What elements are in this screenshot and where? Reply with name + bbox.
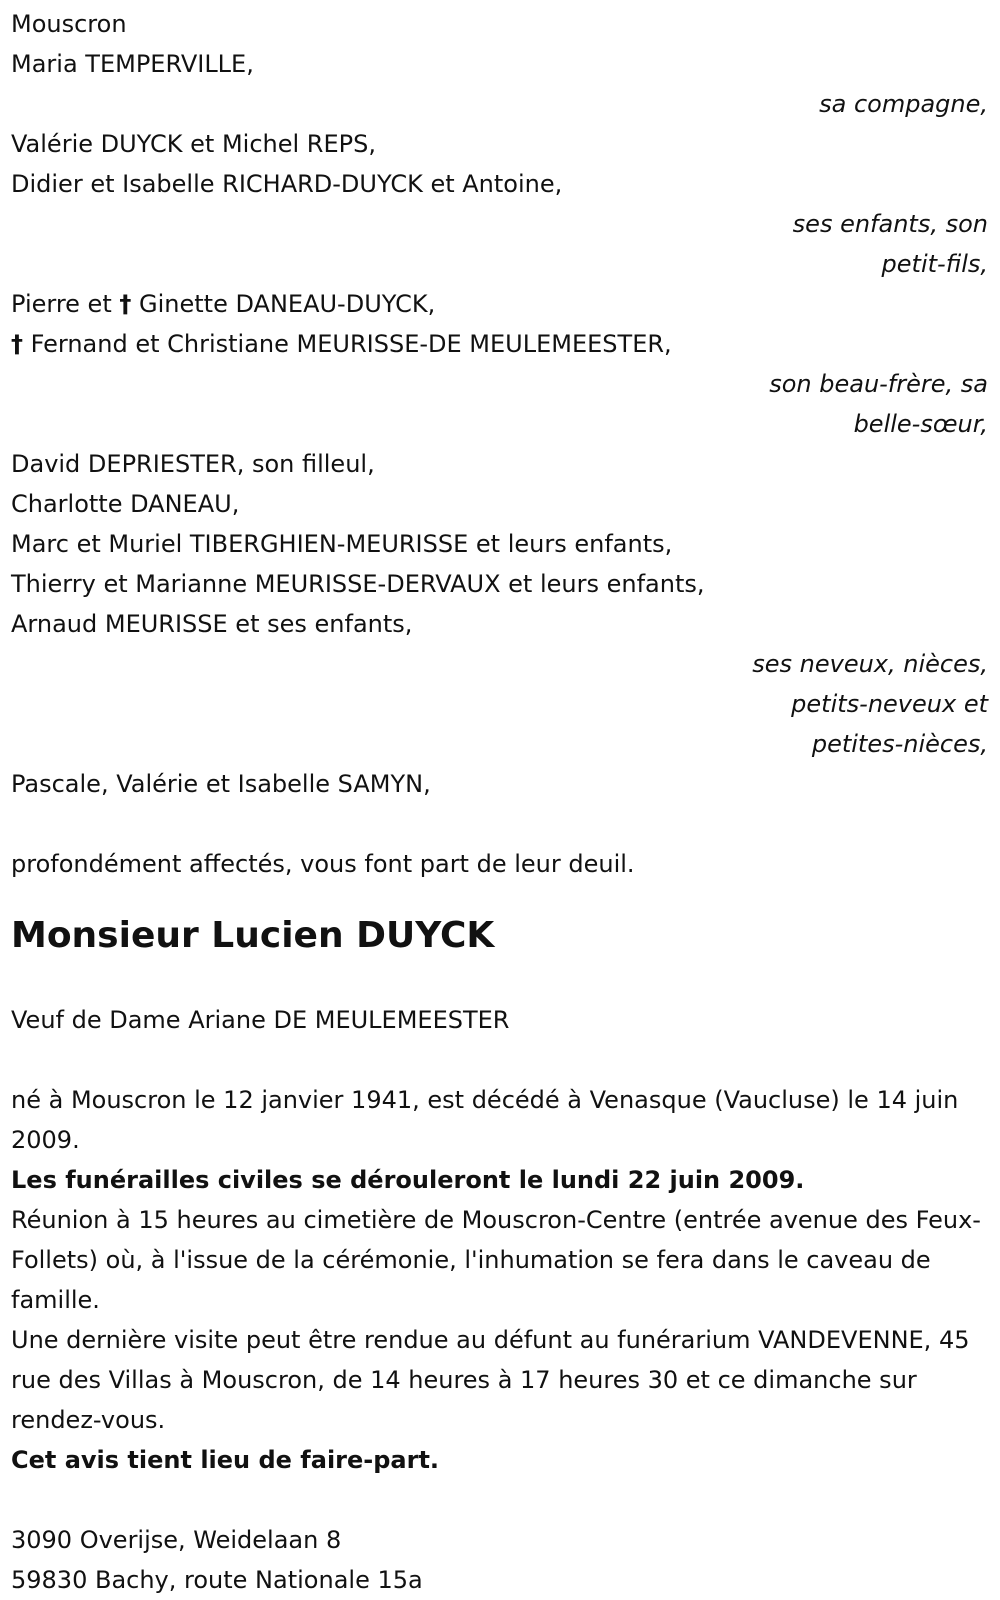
deceased-name: Monsieur Lucien DUYCK	[11, 915, 495, 956]
family-line: Marc et Muriel TIBERGHIEN-MEURISSE et leurs enfants,	[11, 530, 673, 558]
family-line	[11, 284, 989, 324]
relation-label: ses neveux, nièces,	[752, 650, 988, 678]
funeral-announcement: Les funérailles civiles se dérouleront le lundi 22 juin 2009.	[11, 1166, 805, 1194]
relation-label: belle-sœur,	[853, 410, 988, 438]
relation-label: son beau-frère, sa	[769, 370, 988, 398]
family-line: Arnaud MEURISSE et ses enfants,	[11, 610, 413, 638]
meeting-details: Réunion à 15 heures au cimetière de Mouscron-Centre (entrée avenue des Feux-Follets) où, à l'issue de la cérémonie, l'inhumation se fera dans le caveau de famille.	[11, 1206, 981, 1314]
relation-label: ses enfants, son	[792, 210, 988, 238]
family-line: Charlotte DANEAU,	[11, 490, 240, 518]
notice-statement: Cet avis tient lieu de faire-part.	[11, 1446, 440, 1474]
family-line-part: Ginette DANEAU-DUYCK,	[139, 290, 436, 318]
address: 3090 Overijse, Weidelaan 8	[11, 1526, 342, 1554]
family-line: Pascale, Valérie et Isabelle SAMYN,	[11, 770, 431, 798]
city-header: Mouscron	[11, 10, 127, 38]
family-line: Maria TEMPERVILLE,	[11, 50, 254, 78]
family-line: Thierry et Marianne MEURISSE-DERVAUX et leurs enfants,	[11, 570, 705, 598]
cross-icon: †	[119, 290, 132, 318]
relation-label: sa compagne,	[819, 90, 988, 118]
closing-statement: profondément affectés, vous font part de leur deuil.	[11, 850, 635, 878]
visit-details: Une dernière visite peut être rendue au défunt au funérarium VANDEVENNE, 45 rue des Villas à Mouscron, de 14 heures à 17 heures 30 et ce dimanche sur rendez-vous.	[11, 1326, 970, 1434]
relation-label: petit-fils,	[881, 250, 988, 278]
family-line-part: Fernand et Christiane MEURISSE-DE MEULEMEESTER,	[30, 330, 672, 358]
family-line: David DEPRIESTER, son filleul,	[11, 450, 375, 478]
family-line: Valérie DUYCK et Michel REPS,	[11, 130, 376, 158]
cross-icon: †	[11, 330, 23, 358]
family-line: Didier et Isabelle RICHARD-DUYCK et Antoine,	[11, 170, 563, 198]
birth-death-text: né à Mouscron le 12 janvier 1941, est décédé à Venasque (Vaucluse) le 14 juin 2009.	[11, 1086, 959, 1154]
family-line-part: Pierre et	[11, 290, 120, 318]
widow-of: Veuf de Dame Ariane DE MEULEMEESTER	[11, 1006, 510, 1034]
address: 59830 Bachy, route Nationale 15a	[11, 1566, 423, 1594]
family-line	[11, 324, 989, 364]
relation-label: petites-nièces,	[811, 730, 988, 758]
relation-label: petits-neveux et	[791, 690, 988, 718]
